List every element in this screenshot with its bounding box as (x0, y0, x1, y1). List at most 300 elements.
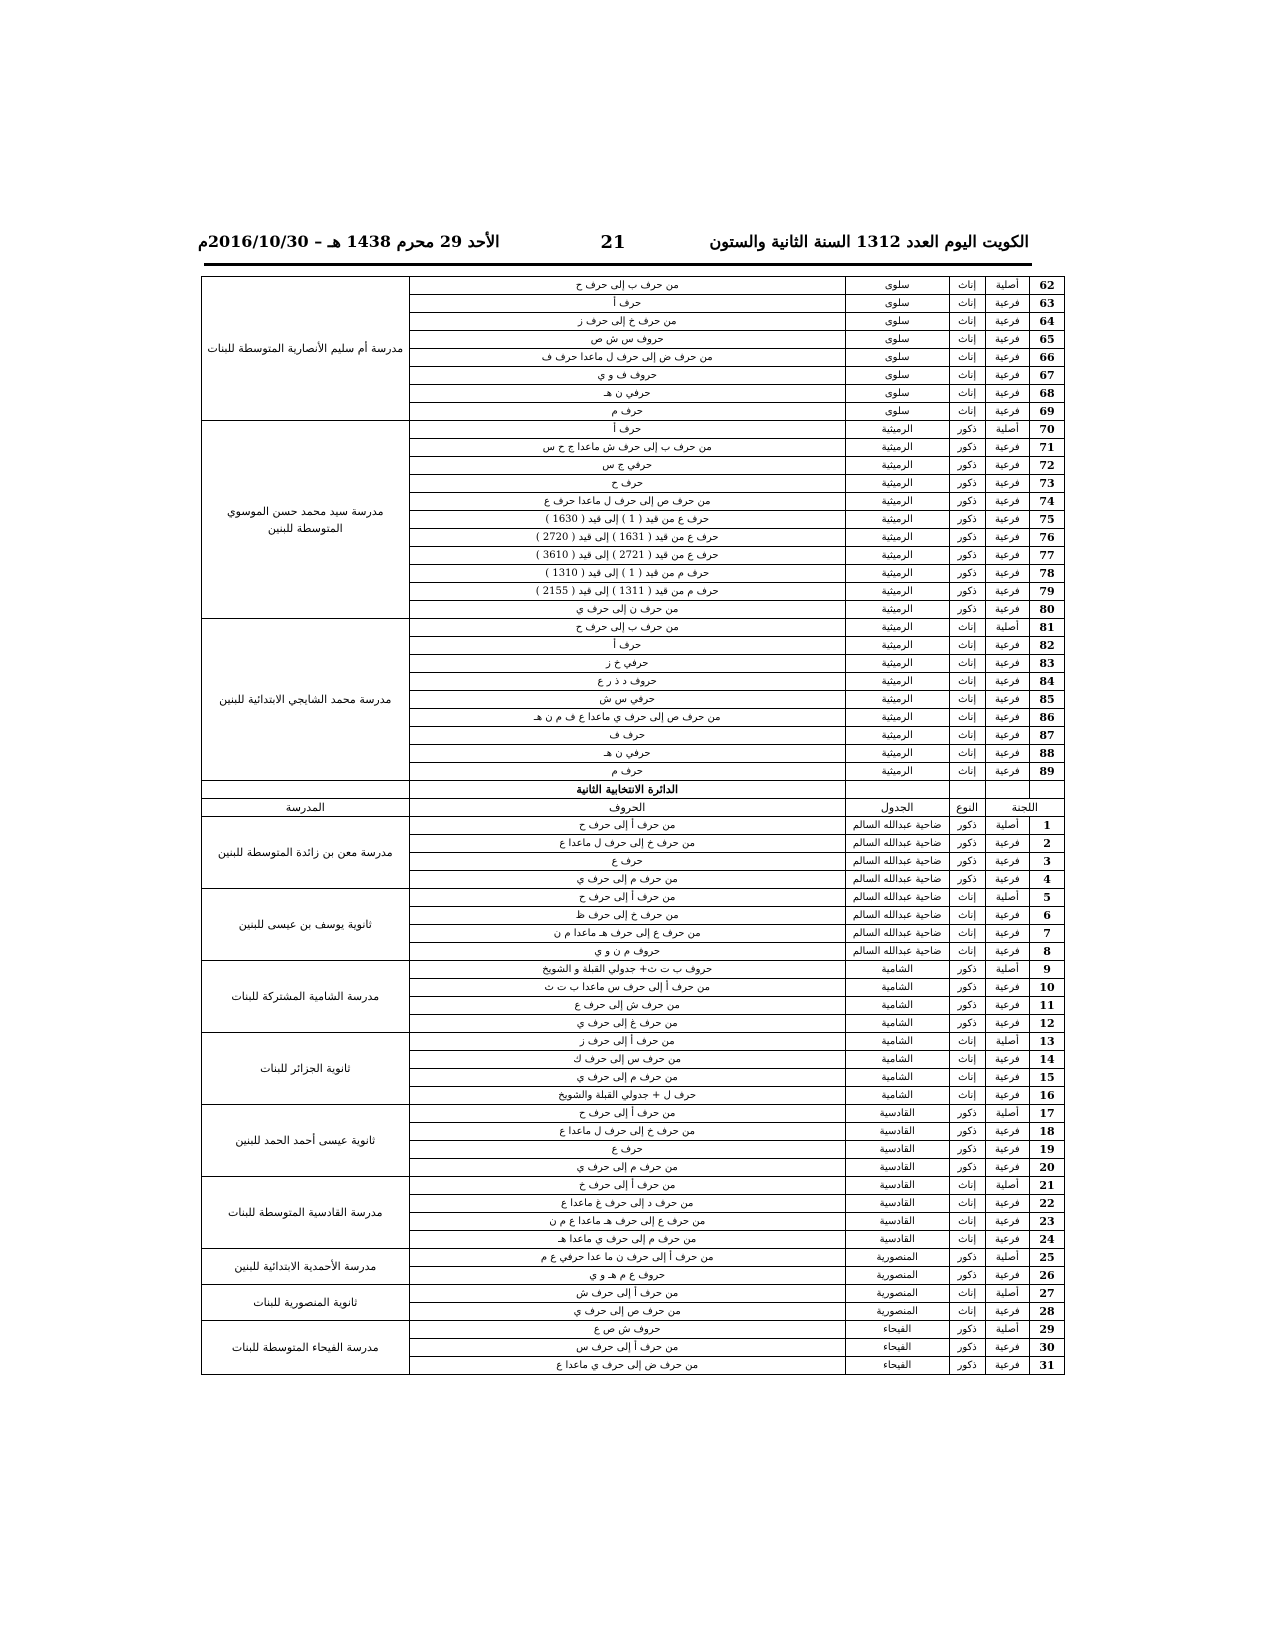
letters: حرفي ج س (409, 457, 845, 475)
gender: إناث (949, 943, 985, 961)
letters: من حرف ض إلى حرف ل ماعدا حرف ف (409, 349, 845, 367)
committee-type: فرعية (985, 583, 1029, 601)
schedule: الرميثية (845, 493, 949, 511)
schedule: ضاحية عبدالله السالم (845, 943, 949, 961)
gender: ذكور (949, 421, 985, 439)
letters: من حرف س إلى حرف ك (409, 1051, 845, 1069)
gender: إناث (949, 1303, 985, 1321)
committee-type: أصلية (985, 1285, 1029, 1303)
gender: إناث (949, 385, 985, 403)
letters: حرف ف (409, 727, 845, 745)
schedule: ضاحية عبدالله السالم (845, 835, 949, 853)
committee-type: فرعية (985, 907, 1029, 925)
committee-type: أصلية (985, 277, 1029, 295)
publication-date: الأحد 29 محرم 1438 هـ – 2016/10/30م (198, 232, 500, 251)
header-school: المدرسة (202, 799, 410, 817)
schedule: الرميثية (845, 529, 949, 547)
committee-type: فرعية (985, 763, 1029, 781)
letters: من حرف غ إلى حرف ي (409, 1015, 845, 1033)
committee-number: 85 (1030, 691, 1065, 709)
letters: حروف س ش ص (409, 331, 845, 349)
header-rule (204, 263, 1032, 266)
committee-number: 67 (1030, 367, 1065, 385)
letters: من حرف أ إلى حرف س ماعدا ب ت ث (409, 979, 845, 997)
committee-number: 19 (1030, 1141, 1065, 1159)
committee-number: 15 (1030, 1069, 1065, 1087)
school-name: مدرسة القادسية المتوسطة للبنات (202, 1177, 410, 1249)
gender: ذكور (949, 853, 985, 871)
gender: ذكور (949, 601, 985, 619)
gender: إناث (949, 1213, 985, 1231)
committee-number: 1 (1030, 817, 1065, 835)
committee-type: فرعية (985, 529, 1029, 547)
committee-number: 26 (1030, 1267, 1065, 1285)
committee-type: فرعية (985, 871, 1029, 889)
committee-number: 22 (1030, 1195, 1065, 1213)
committee-number: 9 (1030, 961, 1065, 979)
committee-number: 64 (1030, 313, 1065, 331)
schedule: ضاحية عبدالله السالم (845, 871, 949, 889)
schedule: الفيحاء (845, 1321, 949, 1339)
gender: إناث (949, 1195, 985, 1213)
gender: ذكور (949, 493, 985, 511)
school-name: ثانوية الجزائر للبنات (202, 1033, 410, 1105)
table-row (202, 1321, 1065, 1339)
committee-type: فرعية (985, 691, 1029, 709)
schedule: الرميثية (845, 547, 949, 565)
gender: ذكور (949, 1249, 985, 1267)
letters: من حرف ب إلى حرف ح (409, 619, 845, 637)
schedule: الرميثية (845, 601, 949, 619)
committee-type: أصلية (985, 619, 1029, 637)
letters: حرف م (409, 763, 845, 781)
committee-type: فرعية (985, 331, 1029, 349)
letters: حرفي خ ز (409, 655, 845, 673)
committee-number: 8 (1030, 943, 1065, 961)
schedule: سلوى (845, 367, 949, 385)
gender: إناث (949, 331, 985, 349)
schedule: ضاحية عبدالله السالم (845, 889, 949, 907)
letters: حرف أ (409, 421, 845, 439)
gender: إناث (949, 907, 985, 925)
letters: من حرف ص إلى حرف ي ماعدا ع ف م ن هـ (409, 709, 845, 727)
table-row (202, 1105, 1065, 1123)
letters: حرفي ن هـ (409, 385, 845, 403)
schedule: ضاحية عبدالله السالم (845, 853, 949, 871)
letters: من حرف ص إلى حرف ل ماعدا حرف ع (409, 493, 845, 511)
header-letters: الحروف (409, 799, 845, 817)
schedule: الشامية (845, 1015, 949, 1033)
schedule: الشامية (845, 1051, 949, 1069)
letters: حرف ل + جدولي القبلة والشويخ (409, 1087, 845, 1105)
committee-number: 66 (1030, 349, 1065, 367)
committee-type: فرعية (985, 1087, 1029, 1105)
gender: ذكور (949, 871, 985, 889)
header-schedule: الجدول (845, 799, 949, 817)
schedule: القادسية (845, 1141, 949, 1159)
letters: حرف م (409, 403, 845, 421)
schedule: الرميثية (845, 475, 949, 493)
gender: إناث (949, 673, 985, 691)
gender: إناث (949, 1033, 985, 1051)
gender: ذكور (949, 1321, 985, 1339)
committee-type: أصلية (985, 1033, 1029, 1051)
table-row (202, 1285, 1065, 1303)
committee-number: 78 (1030, 565, 1065, 583)
gender: إناث (949, 295, 985, 313)
committee-type: فرعية (985, 673, 1029, 691)
schedule: الرميثية (845, 583, 949, 601)
committee-number: 16 (1030, 1087, 1065, 1105)
schedule: الفيحاء (845, 1357, 949, 1375)
committee-number: 65 (1030, 331, 1065, 349)
table-row (202, 277, 1065, 295)
letters: حرف أ (409, 637, 845, 655)
schedule: الشامية (845, 1033, 949, 1051)
letters: من حرف أ إلى حرف ن ما عدا حرفي ع م (409, 1249, 845, 1267)
committee-type: فرعية (985, 493, 1029, 511)
committee-number: 71 (1030, 439, 1065, 457)
schedule: الشامية (845, 1087, 949, 1105)
blank-cell (1030, 781, 1065, 799)
schedule: الشامية (845, 1069, 949, 1087)
table-row (202, 1033, 1065, 1051)
schedule: القادسية (845, 1105, 949, 1123)
blank-cell (985, 781, 1029, 799)
committee-type: أصلية (985, 421, 1029, 439)
committee-type: فرعية (985, 475, 1029, 493)
committee-number: 6 (1030, 907, 1065, 925)
committee-type: أصلية (985, 961, 1029, 979)
committee-type: فرعية (985, 403, 1029, 421)
committee-type: فرعية (985, 1231, 1029, 1249)
committee-number: 81 (1030, 619, 1065, 637)
committee-number: 18 (1030, 1123, 1065, 1141)
letters: من حرف ع إلى حرف هـ ماعدا ع م ن (409, 1213, 845, 1231)
letters: من حرف ع إلى حرف هـ ماعدا م ن (409, 925, 845, 943)
committee-number: 29 (1030, 1321, 1065, 1339)
committee-number: 69 (1030, 403, 1065, 421)
gender: ذكور (949, 1141, 985, 1159)
committees-table (201, 276, 1065, 1375)
letters: من حرف خ إلى حرف ز (409, 313, 845, 331)
blank-cell (845, 781, 949, 799)
letters: حرفي ن هـ (409, 745, 845, 763)
letters: من حرف م إلى حرف ي (409, 1069, 845, 1087)
committee-type: أصلية (985, 1177, 1029, 1195)
gender: إناث (949, 277, 985, 295)
gender: ذكور (949, 511, 985, 529)
schedule: سلوى (845, 331, 949, 349)
committee-type: فرعية (985, 367, 1029, 385)
schedule: الرميثية (845, 673, 949, 691)
table-row (202, 1177, 1065, 1195)
committee-number: 31 (1030, 1357, 1065, 1375)
schedule: القادسية (845, 1177, 949, 1195)
school-name: مدرسة الفيحاء المتوسطة للبنات (202, 1321, 410, 1375)
schedule: القادسية (845, 1123, 949, 1141)
gender: إناث (949, 889, 985, 907)
blank-cell (202, 781, 410, 799)
letters: من حرف م إلى حرف ي (409, 871, 845, 889)
committee-type: فرعية (985, 1267, 1029, 1285)
letters: حرف ع (409, 853, 845, 871)
schedule: الرميثية (845, 709, 949, 727)
gender: ذكور (949, 457, 985, 475)
schedule: الرميثية (845, 727, 949, 745)
committee-number: 17 (1030, 1105, 1065, 1123)
committee-number: 30 (1030, 1339, 1065, 1357)
committee-type: فرعية (985, 1339, 1029, 1357)
committee-number: 21 (1030, 1177, 1065, 1195)
page-number: 21 (600, 232, 626, 253)
table-row (202, 961, 1065, 979)
committee-number: 62 (1030, 277, 1065, 295)
gender: ذكور (949, 547, 985, 565)
letters: حرف م من قيد ( 1311 ) إلى قيد ( 2155 ) (409, 583, 845, 601)
committee-number: 73 (1030, 475, 1065, 493)
gender: ذكور (949, 1105, 985, 1123)
committee-type: فرعية (985, 727, 1029, 745)
schedule: سلوى (845, 295, 949, 313)
schedule: الرميثية (845, 511, 949, 529)
letters: من حرف خ إلى حرف ظ (409, 907, 845, 925)
letters: حروف د ذ ر ع (409, 673, 845, 691)
gender: إناث (949, 727, 985, 745)
letters: حرف ح (409, 475, 845, 493)
schedule: ضاحية عبدالله السالم (845, 907, 949, 925)
column-header-row (202, 799, 1065, 817)
committee-type: فرعية (985, 979, 1029, 997)
committee-type: فرعية (985, 565, 1029, 583)
committee-type: فرعية (985, 835, 1029, 853)
school-name: مدرسة سيد محمد حسن الموسوي المتوسطة للبنين (202, 421, 410, 619)
gender: ذكور (949, 1159, 985, 1177)
committee-type: فرعية (985, 997, 1029, 1015)
committee-type: أصلية (985, 1105, 1029, 1123)
committee-type: فرعية (985, 313, 1029, 331)
letters: حرف ع من قيد ( 1 ) إلى قيد ( 1630 ) (409, 511, 845, 529)
schedule: الرميثية (845, 691, 949, 709)
table-row (202, 1249, 1065, 1267)
schedule: القادسية (845, 1213, 949, 1231)
committee-number: 24 (1030, 1231, 1065, 1249)
letters: من حرف أ إلى حرف ح (409, 889, 845, 907)
committee-type: أصلية (985, 889, 1029, 907)
schedule: المنصورية (845, 1285, 949, 1303)
letters: حرف ع من قيد ( 2721 ) إلى قيد ( 3610 ) (409, 547, 845, 565)
committee-type: فرعية (985, 601, 1029, 619)
committee-type: فرعية (985, 1303, 1029, 1321)
schedule: الشامية (845, 997, 949, 1015)
committee-number: 76 (1030, 529, 1065, 547)
gender: ذكور (949, 1123, 985, 1141)
school-name: ثانوية المنصورية للبنات (202, 1285, 410, 1321)
header-committee: اللجنة (985, 799, 1064, 817)
committee-type: فرعية (985, 349, 1029, 367)
committee-number: 23 (1030, 1213, 1065, 1231)
schedule: سلوى (845, 403, 949, 421)
letters: من حرف أ إلى حرف ح (409, 1105, 845, 1123)
committee-number: 3 (1030, 853, 1065, 871)
committee-type: فرعية (985, 385, 1029, 403)
school-name: ثانوية يوسف بن عيسى للبنين (202, 889, 410, 961)
committee-type: فرعية (985, 709, 1029, 727)
letters: حرفي س ش (409, 691, 845, 709)
gender: إناث (949, 403, 985, 421)
gender: ذكور (949, 529, 985, 547)
gender: إناث (949, 313, 985, 331)
gender: إناث (949, 367, 985, 385)
committee-number: 2 (1030, 835, 1065, 853)
committee-type: فرعية (985, 457, 1029, 475)
committee-type: فرعية (985, 745, 1029, 763)
schedule: الرميثية (845, 421, 949, 439)
committee-number: 11 (1030, 997, 1065, 1015)
letters: من حرف خ إلى حرف ل ماعدا ع (409, 835, 845, 853)
letters: حرف أ (409, 295, 845, 313)
letters: من حرف أ إلى حرف ح (409, 817, 845, 835)
letters: حرف م من قيد ( 1 ) إلى قيد ( 1310 ) (409, 565, 845, 583)
letters: من حرف أ إلى حرف خ (409, 1177, 845, 1195)
school-name: مدرسة معن بن زائدة المتوسطة للبنين (202, 817, 410, 889)
schedule: ضاحية عبدالله السالم (845, 817, 949, 835)
gender: إناث (949, 655, 985, 673)
committee-number: 20 (1030, 1159, 1065, 1177)
gender: ذكور (949, 997, 985, 1015)
school-name: مدرسة أم سليم الأنصارية المتوسطة للبنات (202, 277, 410, 421)
committee-type: فرعية (985, 511, 1029, 529)
committee-type: فرعية (985, 637, 1029, 655)
gender: ذكور (949, 439, 985, 457)
committee-number: 7 (1030, 925, 1065, 943)
committee-type: فرعية (985, 853, 1029, 871)
gender: ذكور (949, 565, 985, 583)
committee-type: فرعية (985, 1051, 1029, 1069)
schedule: القادسية (845, 1195, 949, 1213)
committee-number: 77 (1030, 547, 1065, 565)
committee-number: 63 (1030, 295, 1065, 313)
schedule: المنصورية (845, 1267, 949, 1285)
committee-type: فرعية (985, 295, 1029, 313)
schedule: الشامية (845, 979, 949, 997)
committee-number: 72 (1030, 457, 1065, 475)
schedule: القادسية (845, 1159, 949, 1177)
school-name: ثانوية عيسى أحمد الحمد للبنين (202, 1105, 410, 1177)
gender: إناث (949, 349, 985, 367)
committee-number: 75 (1030, 511, 1065, 529)
schedule: الرميثية (845, 457, 949, 475)
letters: من حرف م إلى حرف ي ماعدا هـ (409, 1231, 845, 1249)
gender: ذكور (949, 979, 985, 997)
schedule: سلوى (845, 349, 949, 367)
committee-number: 10 (1030, 979, 1065, 997)
committee-number: 87 (1030, 727, 1065, 745)
schedule: القادسية (845, 1231, 949, 1249)
school-name: مدرسة الشامية المشتركة للبنات (202, 961, 410, 1033)
schedule: المنصورية (845, 1249, 949, 1267)
table-row (202, 817, 1065, 835)
gender: ذكور (949, 961, 985, 979)
schedule: الرميثية (845, 619, 949, 637)
committee-type: فرعية (985, 1213, 1029, 1231)
committee-number: 25 (1030, 1249, 1065, 1267)
committee-type: فرعية (985, 1069, 1029, 1087)
letters: من حرف خ إلى حرف ل ماعدا ع (409, 1123, 845, 1141)
letters: حروف ب ت ث+ جدولي القبلة و الشويخ (409, 961, 845, 979)
committee-number: 82 (1030, 637, 1065, 655)
letters: حروف ف و ي (409, 367, 845, 385)
gender: ذكور (949, 1015, 985, 1033)
committee-number: 80 (1030, 601, 1065, 619)
gender: إناث (949, 709, 985, 727)
letters: حروف ع م هـ و ي (409, 1267, 845, 1285)
letters: من حرف ص إلى حرف ي (409, 1303, 845, 1321)
committee-number: 89 (1030, 763, 1065, 781)
gender: إناث (949, 1231, 985, 1249)
committee-type: فرعية (985, 1015, 1029, 1033)
schedule: الفيحاء (845, 1339, 949, 1357)
gender: ذكور (949, 1339, 985, 1357)
gender: إناث (949, 925, 985, 943)
committee-type: فرعية (985, 1159, 1029, 1177)
letters: من حرف ض إلى حرف ي ماعدا ع (409, 1357, 845, 1375)
gender: ذكور (949, 835, 985, 853)
committee-number: 5 (1030, 889, 1065, 907)
letters: من حرف ن إلى حرف ي (409, 601, 845, 619)
gender: ذكور (949, 475, 985, 493)
letters: من حرف ش إلى حرف ع (409, 997, 845, 1015)
school-name: مدرسة محمد الشايجي الابتدائية للبنين (202, 619, 410, 781)
gender: إناث (949, 763, 985, 781)
section-title: الدائرة الانتخابية الثانية (409, 781, 845, 799)
schedule: سلوى (845, 385, 949, 403)
schedule: الرميثية (845, 439, 949, 457)
committee-type: فرعية (985, 943, 1029, 961)
committee-number: 79 (1030, 583, 1065, 601)
schedule: الرميثية (845, 655, 949, 673)
letters: حرف ع (409, 1141, 845, 1159)
schedule: الرميثية (845, 637, 949, 655)
gender: إناث (949, 1051, 985, 1069)
gender: إناث (949, 745, 985, 763)
table-row (202, 889, 1065, 907)
committee-number: 88 (1030, 745, 1065, 763)
committee-number: 12 (1030, 1015, 1065, 1033)
committee-number: 28 (1030, 1303, 1065, 1321)
gender: ذكور (949, 583, 985, 601)
gender: ذكور (949, 1267, 985, 1285)
committee-number: 74 (1030, 493, 1065, 511)
schedule: سلوى (845, 277, 949, 295)
letters: حروف م ن و ي (409, 943, 845, 961)
table-row (202, 421, 1065, 439)
schedule: سلوى (845, 313, 949, 331)
letters: حروف ش ص ع (409, 1321, 845, 1339)
committee-number: 68 (1030, 385, 1065, 403)
gender: إناث (949, 1069, 985, 1087)
gender: إناث (949, 619, 985, 637)
letters: من حرف ب إلى حرف ش ماعدا ج ح س (409, 439, 845, 457)
schedule: الرميثية (845, 565, 949, 583)
gender: إناث (949, 637, 985, 655)
school-name: مدرسة الأحمدية الابتدائية للبنين (202, 1249, 410, 1285)
publication-title: الكويت اليوم العدد 1312 السنة الثانية والستون (709, 232, 1029, 251)
schedule: المنصورية (845, 1303, 949, 1321)
committee-number: 14 (1030, 1051, 1065, 1069)
committee-type: فرعية (985, 1357, 1029, 1375)
table-row (202, 619, 1065, 637)
